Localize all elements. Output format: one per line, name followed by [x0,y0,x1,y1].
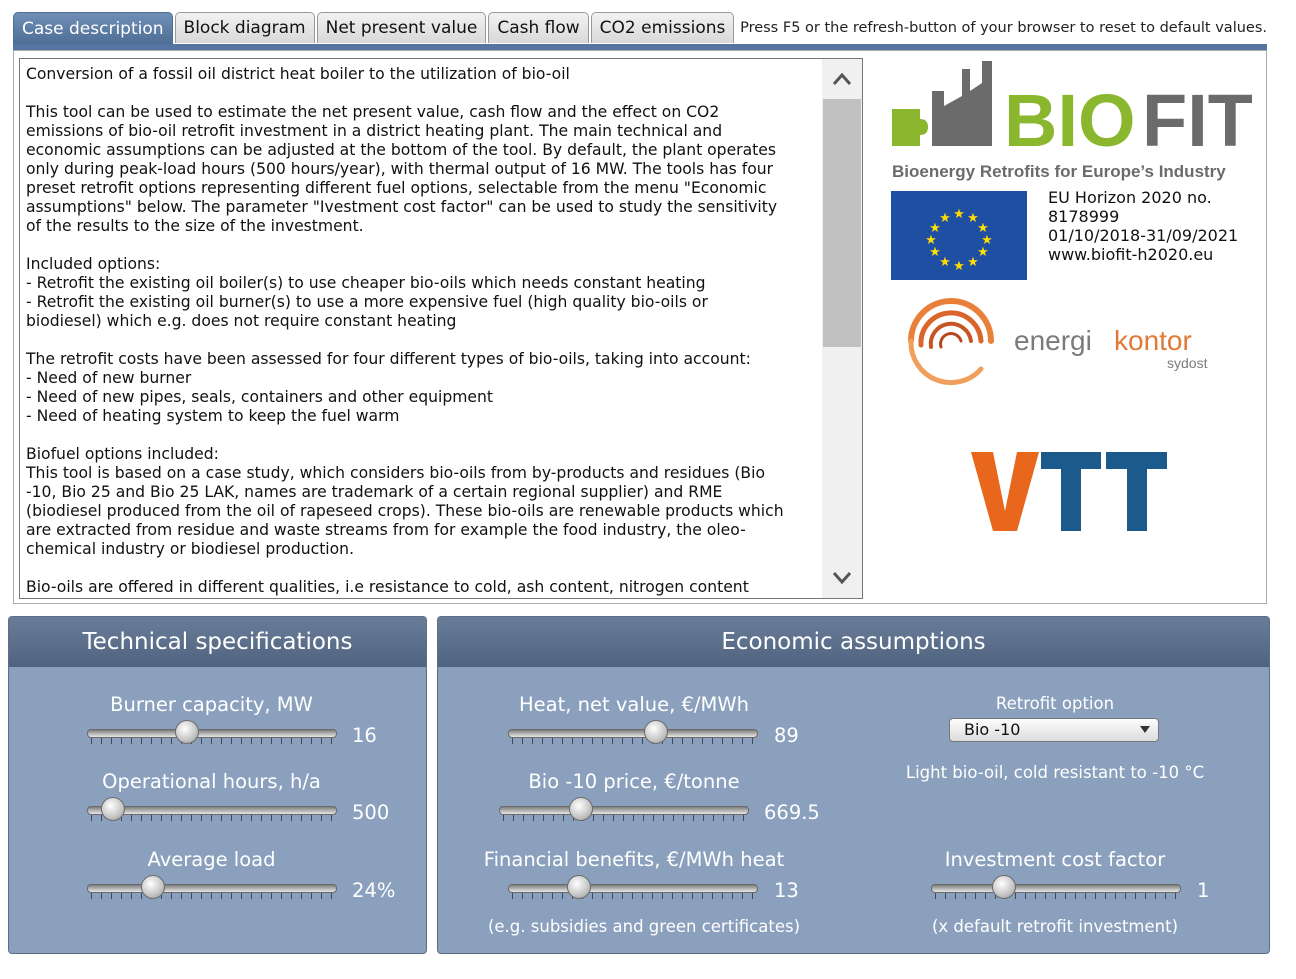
svg-text:★: ★ [953,207,965,222]
financial-benefits-note: (e.g. subsidies and green certificates) [487,917,801,936]
slider-thumb[interactable] [567,875,591,899]
reset-notice: Press F5 or the refresh-button of your browser to reset to default values. [740,20,1267,36]
energikontor-logo [899,296,1239,386]
operational-hours-slider[interactable] [87,797,337,823]
bio-price-label: Bio -10 price, €/tonne [528,770,740,793]
svg-text:energi: energi [1014,325,1092,356]
svg-text:BIO: BIO [1004,79,1136,162]
svg-text:★: ★ [939,255,951,270]
slider-thumb[interactable] [175,720,199,744]
operational-hours-value: 500 [352,801,390,824]
scroll-down-icon[interactable] [822,558,862,598]
svg-text:★: ★ [981,233,993,248]
svg-text:★: ★ [925,233,937,248]
burner-capacity-value: 16 [352,724,377,747]
investment-cost-factor-slider[interactable] [931,875,1181,901]
svg-text:★: ★ [977,221,989,236]
biofit-logo [892,61,1252,186]
scroll-up-icon[interactable] [822,59,862,99]
retrofit-option-select[interactable] [949,718,1159,742]
burner-capacity-slider[interactable] [87,720,337,746]
technical-specifications-panel [8,616,427,954]
svg-text:★: ★ [977,245,989,260]
tab-co2-emissions[interactable]: CO2 emissions [591,12,735,43]
svg-text:★: ★ [967,255,979,270]
average-load-value: 24% [352,879,396,902]
tab-block-diagram[interactable]: Block diagram [175,12,315,43]
svg-text:FIT: FIT [1142,79,1252,162]
scrollbar[interactable] [822,59,862,598]
heat-net-value-label: Heat, net value, €/MWh [519,693,749,716]
tab-bar [13,12,734,45]
svg-text:★: ★ [929,221,941,236]
eu-funding-text: EU Horizon 2020 no. 8178999 01/10/2018-31/09/2021 www.biofit-h2020.eu [1048,188,1239,264]
retrofit-option-description: Light bio-oil, cold resistant to -10 °C [905,763,1205,782]
average-load-label: Average load [147,848,276,871]
operational-hours-label: Operational hours, h/a [102,770,321,793]
tab-case-description[interactable]: Case description [13,12,173,45]
vtt-logo [971,449,1171,534]
investment-cost-factor-label: Investment cost factor [944,848,1166,871]
bio-price-value: 669.5 [764,801,820,824]
economic-assumptions-title: Economic assumptions [438,617,1269,667]
chevron-down-icon [1140,726,1150,733]
svg-text:Bioenergy Retrofits for Europe: Bioenergy Retrofits for Europe’s Industry [892,162,1226,181]
financial-benefits-label: Financial benefits, €/MWh heat [483,848,785,871]
retrofit-option-label: Retrofit option [995,694,1115,713]
slider-thumb[interactable] [101,797,125,821]
scroll-thumb[interactable] [823,99,861,347]
financial-benefits-slider[interactable] [508,875,758,901]
slider-thumb[interactable] [569,797,593,821]
svg-text:★: ★ [967,211,979,226]
financial-benefits-value: 13 [774,879,799,902]
economic-assumptions-panel [437,616,1270,954]
technical-specifications-title: Technical specifications [9,617,426,667]
investment-cost-factor-note: (x default retrofit investment) [931,917,1179,936]
svg-text:★: ★ [929,245,941,260]
svg-text:★: ★ [939,211,951,226]
heat-net-value-slider[interactable] [508,720,758,746]
case-description-panel [13,50,1267,604]
investment-cost-factor-value: 1 [1197,879,1210,902]
heat-net-value-value: 89 [774,724,799,747]
description-textarea[interactable] [19,58,863,599]
tab-cash-flow[interactable]: Cash flow [488,12,588,43]
tab-net-present-value[interactable]: Net present value [317,12,487,43]
burner-capacity-label: Burner capacity, MW [110,693,313,716]
retrofit-option-selected: Bio -10 [964,720,1021,739]
svg-text:★: ★ [953,259,965,274]
slider-thumb[interactable] [992,875,1016,899]
slider-thumb[interactable] [644,720,668,744]
eu-flag-icon [891,191,1027,280]
description-text: Conversion of a fossil oil district heat boiler to the utilization of bio-oil This tool can be used to estimate the net present value, cash flow and the effect on CO2 emissions of bio-oil retrofit investment in a district heating plant. The main technical and economic assumptions can be adjusted at the bottom of the tool. By default, the plant operates only during peak-load hours (500 hours/year), with thermal output of 16 MW. The tools has four preset retrofit options representing different fuel options, selectable from the menu "Economic assumptions" below. The parameter "Ivestment cost factor" can be used to study the sensitivity of the results to the size of the investment. Included options: - Retrofit the existing oil boiler(s) to use cheaper bio-oils which needs constant heating - Retrofit the existing oil burner(s) to use a more expensive fuel (high quality bio-oils or biodiesel) which e.g. does not require constant heating The retrofit costs have been assessed for four different types of bio-oils, taking into account: - Need of new burner - Need of new pipes, seals, containers and other equipment - Need of heating system to keep the fuel warm Biofuel options included: This tool is based on a case study, which considers bio-oils from by-products and residues (Bio -10, Bio 25 and Bio 25 LAK, names are trademark of a certain regional supplier) and RME (biodiesel produced from the oil of rapeseed crops). These bio-oils are renewable products which are extracted from residue and waste streams from for example the food industry, the oleo- chemical industry or biodiesel production. Bio-oils are offered in different qualities, i.e resistance to cold, ash content, nitrogen content [26,65,784,596]
svg-text:sydost: sydost [1167,355,1208,371]
average-load-slider[interactable] [87,875,337,901]
bio-price-slider[interactable] [499,797,749,823]
svg-text:kontor: kontor [1114,325,1192,356]
